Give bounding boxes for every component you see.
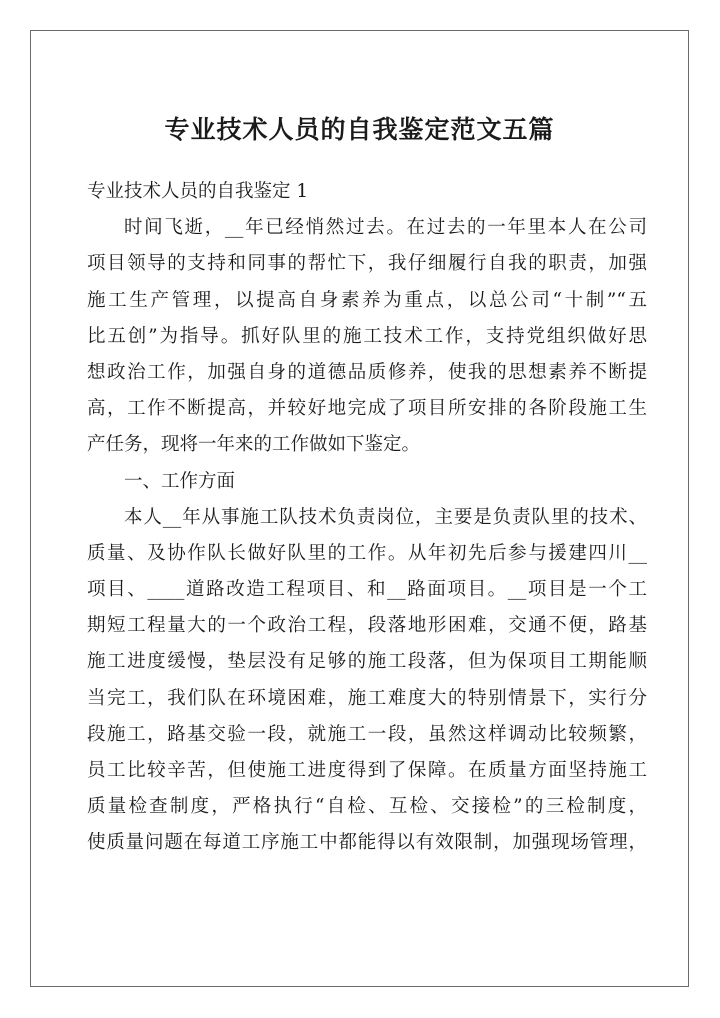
- paragraph-2-line: 员工比较辛苦，但使施工进度得到了保障。在质量方面坚持施工: [87, 760, 647, 781]
- paragraph-1-line: 时间飞逝，__年已经悄然过去。在过去的一年里本人在公司: [124, 217, 647, 239]
- paragraph-1-line: 想政治工作，加强自身的道德品质修养，使我的思想素养不断提: [87, 361, 647, 383]
- document-body: [87, 174, 647, 862]
- paragraph-1-line: 高，工作不断提高，并较好地完成了项目所安排的各阶段施工生: [87, 398, 647, 420]
- subheading: 专业技术人员的自我鉴定 1: [87, 181, 309, 202]
- paragraph-2-line: 施工进度缓慢，垫层没有足够的施工段落，但为保项目工期能顺: [87, 651, 647, 673]
- paragraph-2-line: 当完工，我们队在环境困难，施工难度大的特别情景下，实行分: [87, 687, 647, 709]
- paragraph-2-line: 项目、____道路改造工程项目、和__路面项目。__项目是一个工: [87, 579, 647, 601]
- paragraph-1-line: 项目领导的支持和同事的帮忙下，我仔细履行自我的职责，加强: [87, 253, 647, 275]
- paragraph-2-line: 使质量问题在每道工序施工中都能得以有效限制，加强现场管理，: [87, 832, 647, 854]
- paragraph-2-line: 质量、及协作队长做好队里的工作。从年初先后参与援建四川__: [87, 542, 647, 564]
- paragraph-2-line: 期短工程量大的一个政治工程，段落地形困难，交通不便，路基: [87, 615, 647, 637]
- paragraph-1-line: 产任务，现将一年来的工作做如下鉴定。: [87, 434, 421, 456]
- section-heading: 一、工作方面: [124, 470, 236, 492]
- paragraph-2-line: 段施工，路基交验一段，就施工一段，虽然这样调动比较频繁，: [87, 723, 647, 745]
- paragraph-1-line: 比五创”为指导。抓好队里的施工技术工作，支持党组织做好思: [87, 325, 647, 347]
- paragraph-1-line: 施工生产管理，以提高自身素养为重点，以总公司“十制”“五: [87, 289, 647, 311]
- paragraph-2-line: 本人__年从事施工队技术负责岗位，主要是负责队里的技术、: [124, 506, 647, 528]
- paragraph-2-line: 质量检查制度，严格执行“自检、互检、交接检”的三检制度，: [87, 796, 647, 818]
- document-title: 专业技术人员的自我鉴定范文五篇: [164, 115, 555, 144]
